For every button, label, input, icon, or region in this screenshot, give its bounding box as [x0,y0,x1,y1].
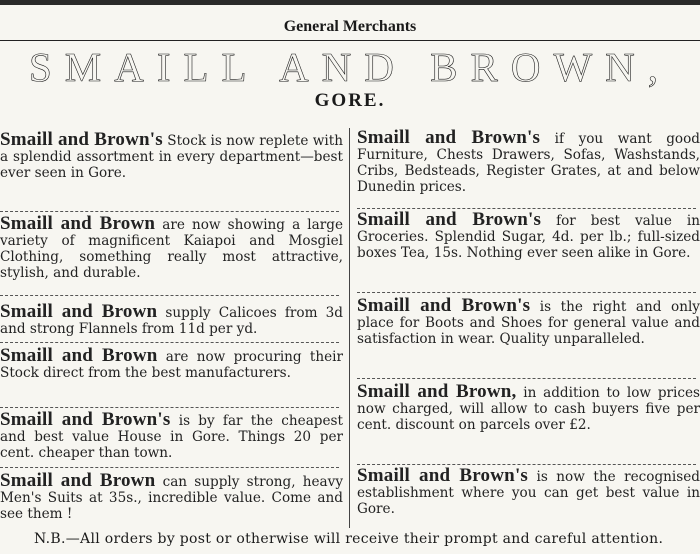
left-paragraph-cheapest [0,409,343,461]
left-paragraph-stock [0,129,343,181]
town-heading: GORE. [314,90,386,111]
header-rule-top [0,40,700,41]
tagline-heading: General Merchants [283,18,417,35]
paragraph-body: are now showing a large variety of magnificent Kaiapoi and Mosgiel Clothing, something really most attractive, stylish, and durable. [0,217,343,281]
left-paragraph-clothing [0,213,343,281]
paragraph-divider [0,211,339,212]
paragraph-body: can supply strong, heavy Men's Suits at 35s., incredible value. Come and see them ! [0,474,343,522]
paragraph-lead: Smaill and Brown [0,345,158,366]
top-border-rule [0,0,700,5]
paragraph-divider [357,378,696,379]
paragraph-lead: Smaill and Brown [0,470,156,491]
paragraph-body: are now procuring their Stock direct from the best manufacturers. [0,349,344,381]
paragraph-body: is now the recognised establishment where you can get best value in Gore. [357,469,700,517]
paragraph-lead: Smaill and Brown's [357,465,529,486]
right-paragraph-groceries [357,209,700,261]
paragraph-body: in addition to low prices now charged, will allow to cash buyers five per cent. discount on parcels over £2. [357,385,700,433]
paragraph-body: supply Calicoes from 3d and strong Flannels from 11d per yd. [0,305,344,337]
paragraph-lead: Smaill and Brown [0,213,156,234]
paragraph-body: if you want good Furniture, Chests Drawers, Sofas, Washstands, Cribs, Bedsteads, Register Grates, at and below Dunedin prices. [357,131,700,195]
paragraph-lead: Smaill and Brown, [357,381,517,402]
paragraph-lead: Smaill and Brown [0,301,158,322]
left-paragraph-suits [0,470,343,522]
column-separator [349,128,350,528]
left-paragraph-procuring [0,345,344,381]
paragraph-lead: Smaill and Brown's [357,209,542,230]
paragraph-body: Stock is now replete with a splendid assortment in every department—best ever seen in Gore. [0,133,343,181]
paragraph-body: for best value in Groceries. Splendid Sugar, 4d. per lb.; full-sized boxes Tea, 15s. Nothing ever seen alike in Gore. [357,213,700,261]
paragraph-body: is by far the cheapest and best value House in Gore. Things 20 per cent. cheaper than town. [0,413,343,461]
paragraph-lead: Smaill and Brown's [357,295,531,316]
left-paragraph-calicoes [0,301,344,337]
firm-name-heading: SMAILL AND BROWN, [28,44,671,90]
right-paragraph-furniture [357,127,700,195]
paragraph-divider [357,292,696,293]
paragraph-divider [0,407,339,408]
right-paragraph-boots [357,295,700,347]
paragraph-divider [0,295,339,296]
paragraph-lead: Smaill and Brown's [0,409,171,430]
paragraph-lead: Smaill and Brown's [357,127,541,148]
paragraph-body: is the right and only place for Boots and Shoes for general value and satisfaction in wear. Quality unparalleled. [357,299,700,347]
right-paragraph-recognised [357,465,700,517]
paragraph-divider [0,467,339,468]
right-paragraph-discount [357,381,700,433]
paragraph-divider [0,342,339,343]
footer-note: N.B.—All orders by post or otherwise will receive their prompt and careful attention. [34,531,664,547]
paragraph-lead: Smaill and Brown's [0,129,163,150]
